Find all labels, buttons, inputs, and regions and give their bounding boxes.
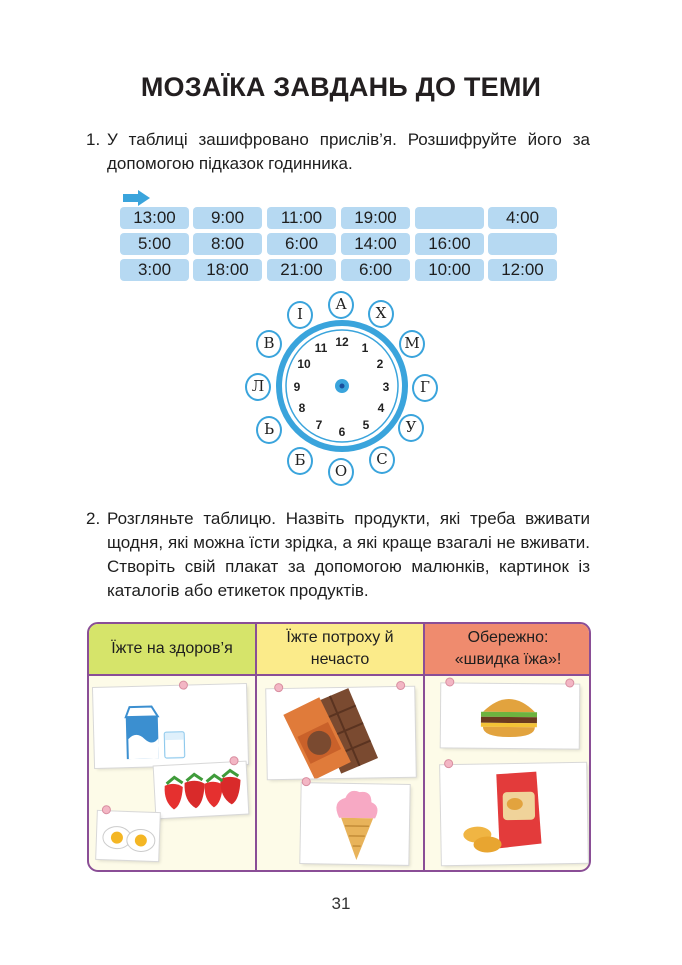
cipher-cell: 8:00 [193,233,262,255]
pin-icon [396,681,405,690]
clock-letter: Л [245,373,271,401]
chips-card [440,763,588,866]
clock-number: 12 [335,335,349,349]
task-number: 1. [86,130,101,149]
pin-icon [302,777,311,786]
header-label: Їжте на здоров’я [111,640,233,657]
task-text: Розгляньте таблицю. Назвіть продукти, які треба вживати щодня, які можна їсти зрідка, а які краще взагалі не вживати. Створіть свій плакат за допомогою малюнків, картинок із каталогів або етикеток продуктів. [107,509,590,600]
pin-icon [565,678,574,687]
clock-number: 9 [293,380,301,394]
cipher-cell: 11:00 [267,207,336,229]
cipher-cell: 14:00 [341,233,410,255]
ice-cream-card [300,783,409,865]
clock-number: 2 [376,357,384,371]
chocolate-bar-icon [266,687,416,780]
clock-number: 3 [382,380,390,394]
cipher-cell: 18:00 [193,259,262,281]
clock-letter: Б [287,447,313,475]
column-divider [423,676,425,872]
clock-number: 7 [315,418,323,432]
chips-icon [440,763,588,866]
clock-letter: М [399,330,425,358]
milk-card [93,684,248,768]
clock-letter: І [287,301,313,329]
clock-number: 4 [377,401,385,415]
clock-letter: О [328,458,354,486]
header-fast-food [423,624,591,676]
cipher-cell: 6:00 [341,259,410,281]
ice-cream-icon [300,783,409,865]
clock-number: 5 [362,418,370,432]
cipher-cell: 12:00 [488,259,557,281]
pin-icon [444,759,453,768]
pin-icon [445,677,454,686]
cipher-cell [415,207,484,229]
cipher-cell: 3:00 [120,259,189,281]
arrow-right-icon [123,190,151,206]
clock-letter: Х [368,300,394,328]
clock-number: 8 [298,401,306,415]
header-moderate [255,624,423,676]
clock-letter: С [369,446,395,474]
clock-letter: В [256,330,282,358]
header-label: Їжте потроху й нечасто [286,629,394,668]
clock-number: 1 [361,341,369,355]
clock-letter: А [328,291,354,319]
strawberries-card [154,762,249,819]
clock-letter: Ь [256,416,282,444]
pin-icon [274,683,283,692]
task-text: У таблиці зашифровано прислів’я. Розшифруйте його за допомогою підказок годинника. [107,130,590,173]
cipher-cell: 16:00 [415,233,484,255]
cipher-cell: 10:00 [415,259,484,281]
cipher-cell: 4:00 [488,207,557,229]
clock-letter: У [398,414,424,442]
task-number: 2. [86,509,101,528]
clock-number: 11 [314,341,328,355]
header-label: Обережно: «швидка їжа»! [454,629,562,668]
cipher-cell: 5:00 [120,233,189,255]
strawberry-icon [154,762,249,819]
egg-icon [96,811,160,861]
cipher-cell: 6:00 [267,233,336,255]
clock-letter: Г [412,374,438,402]
food-table [87,622,591,872]
cipher-cell: 19:00 [341,207,410,229]
page-number: 31 [331,894,351,913]
burger-card [441,683,580,748]
clock-number: 6 [338,425,346,439]
chocolate-card [266,687,416,780]
clock-number: 10 [297,357,311,371]
column-divider [255,676,257,872]
page-title: МОЗАЇКА ЗАВДАНЬ ДО ТЕМИ [140,72,542,102]
eggs-card [96,811,160,861]
header-healthy [89,624,255,676]
burger-icon [441,683,580,748]
clock-diagram [242,288,442,488]
cipher-cell [488,233,557,255]
cipher-cell: 21:00 [267,259,336,281]
cipher-cell: 9:00 [193,207,262,229]
milk-icon [93,684,248,768]
cipher-cell: 13:00 [120,207,189,229]
